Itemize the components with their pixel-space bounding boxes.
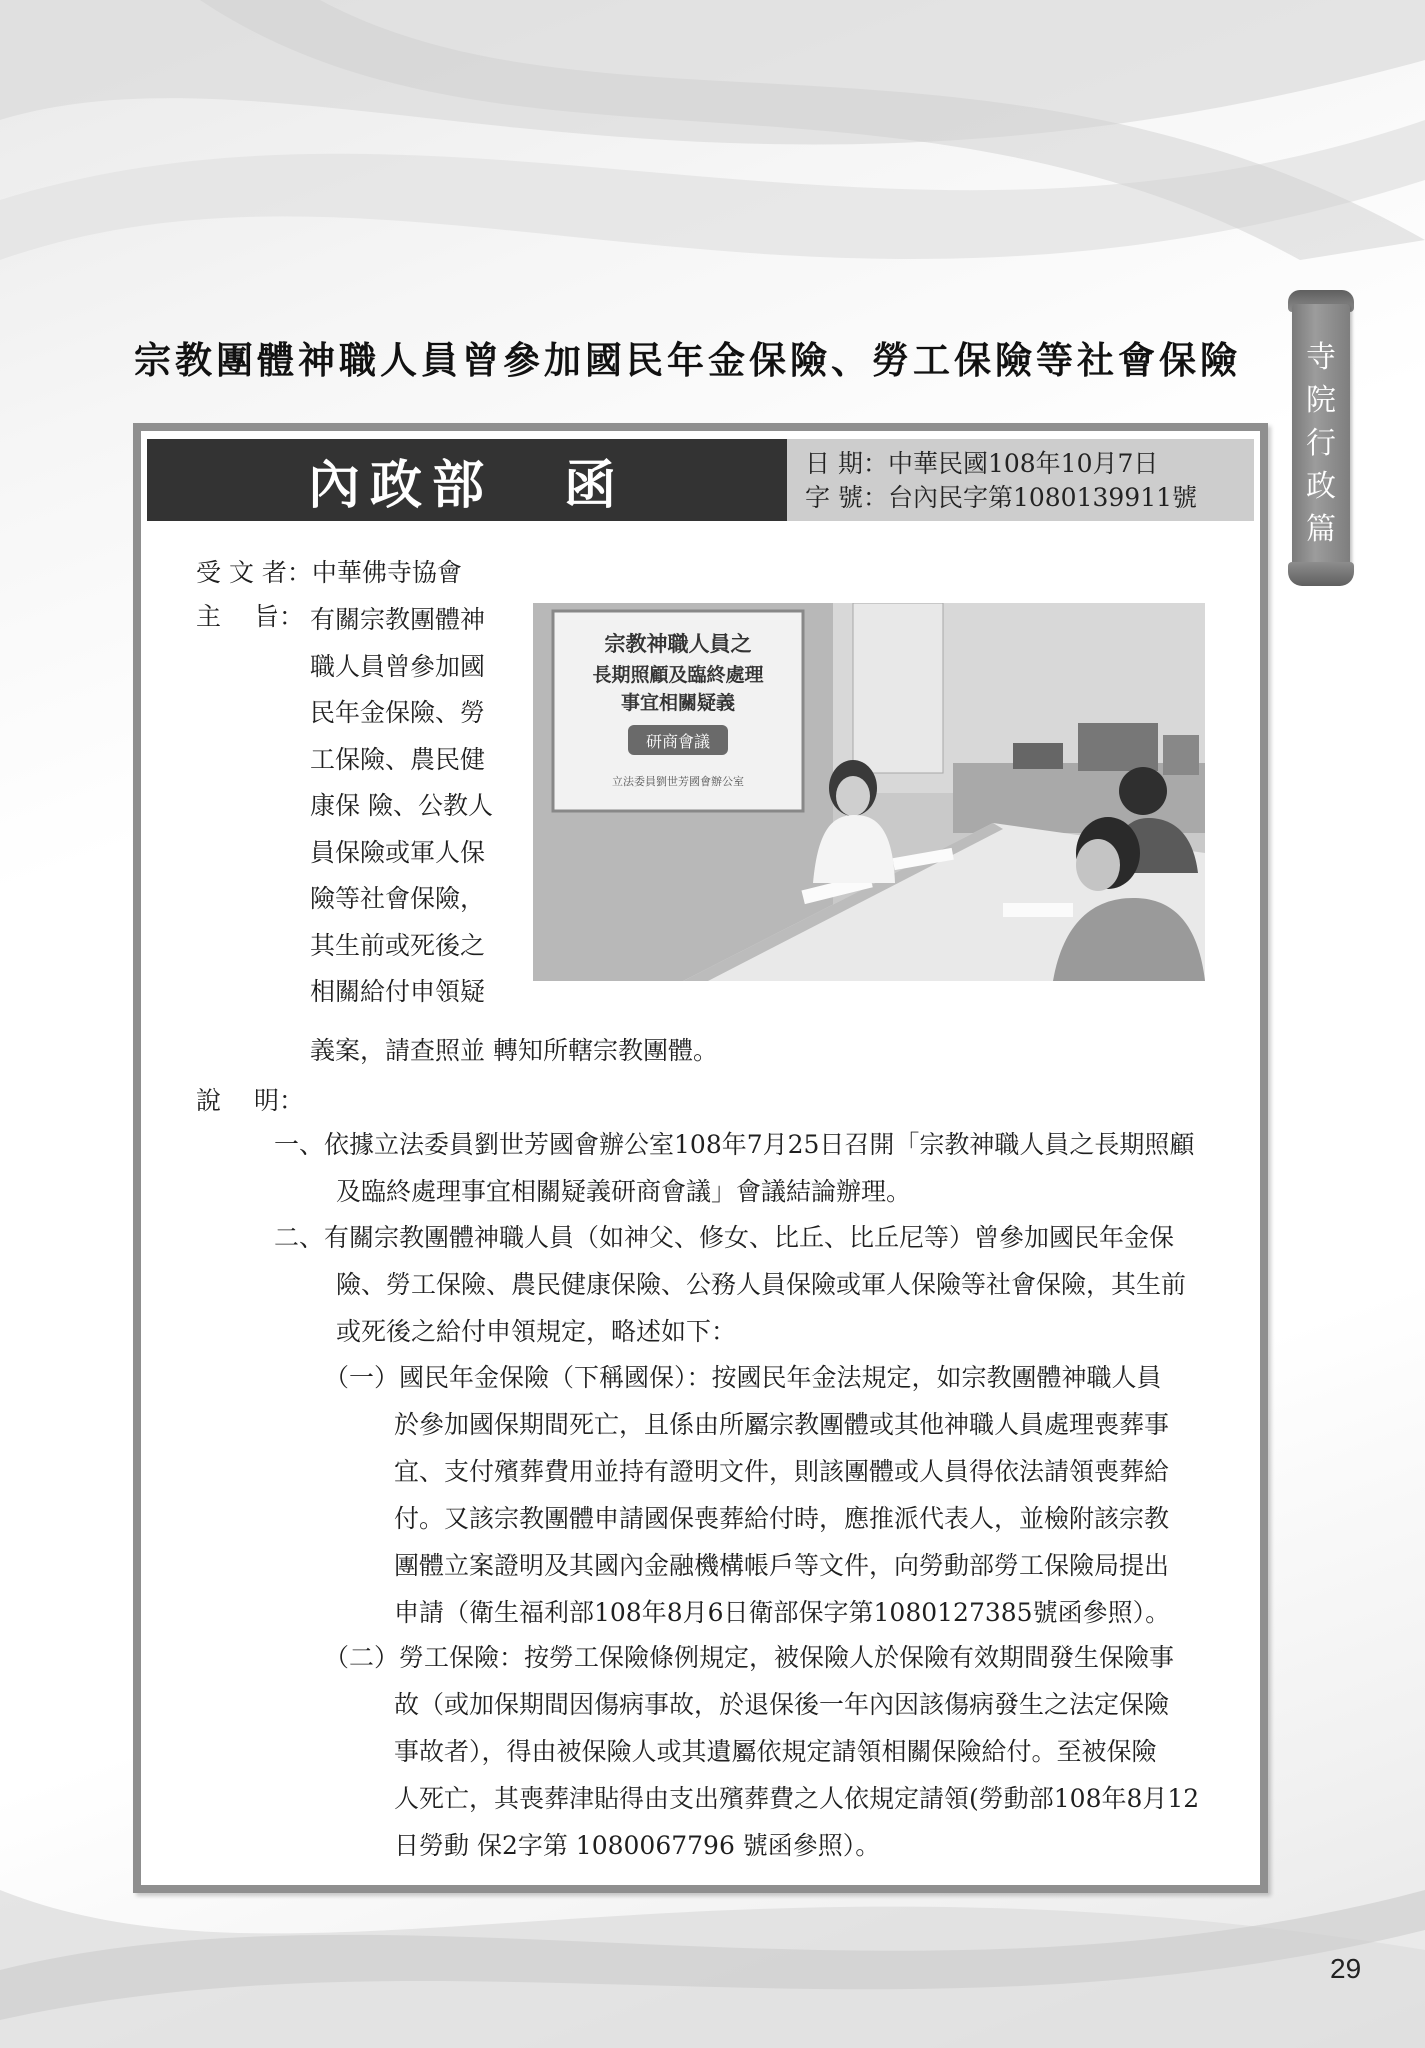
paragraph-line: 申請（衛生福利部108年8月6日衛部保字第1080127385號函參照）。 — [394, 1598, 1171, 1627]
photo-banner-office: 立法委員劉世芳國會辦公室 — [612, 775, 744, 788]
subject-line: 員保險或軍人保 — [310, 837, 486, 867]
subject-line: 相關給付申領疑 — [310, 977, 486, 1006]
subject-line: 職人員曾參加國 — [310, 651, 486, 681]
ribbon-curl-bottom — [1288, 562, 1354, 586]
subject-line: 民年金保險、勞 — [310, 698, 486, 727]
side-tab-char: 政 — [1306, 469, 1336, 504]
subject-lines — [310, 597, 493, 1016]
paragraph-line: 事故者），得由被保險人或其遺屬依規定請領相關保險給付。至被保險 — [394, 1737, 1157, 1766]
reference-row — [805, 481, 1254, 515]
reference-label: 字 號： — [805, 483, 888, 512]
date-value: 中華民國108年10月7日 — [887, 449, 1159, 478]
explanation-subitem-2 — [324, 1634, 1199, 1869]
side-tab-char: 行 — [1306, 426, 1336, 461]
paragraph-line: 於參加國保期間死亡，且係由所屬宗教團體或其他神職人員處理喪葬事 — [394, 1410, 1170, 1439]
reference-value: 台內民字第1080139911號 — [887, 483, 1198, 512]
paragraph-line: 人死亡，其喪葬津貼得由支出殯葬費之人依規定請領(勞動部108年8月12 — [394, 1784, 1200, 1813]
paragraph-line: 付。又該宗教團體申請國保喪葬給付時，應推派代表人，並檢附該宗教 — [394, 1504, 1170, 1533]
paragraph-line: 故（或加保期間因傷病事故，於退保後一年內因該傷病發生之法定保險 — [394, 1690, 1170, 1719]
subject-line: 有關宗教團體神 — [310, 605, 486, 634]
recipient-label: 受 文 者： — [196, 558, 312, 587]
explanation-label: 說 明： — [196, 1086, 304, 1115]
page-headline: 宗教團體神職人員曾參加國民年金保險、勞工保險等社會保險 — [134, 338, 1241, 382]
recipient-row — [196, 553, 462, 589]
photo-banner-tag: 研商會議 — [645, 732, 711, 751]
subject-line: 其生前或死後之 — [310, 930, 486, 960]
letter-title — [147, 439, 787, 521]
paragraph-line: 一、依據立法委員劉世芳國會辦公室108年7月25日召開「宗教神職人員之長期照顧 — [274, 1130, 1195, 1159]
letter-header — [147, 439, 1254, 521]
paragraph-line: 險、勞工保險、農民健康保險、公務人員保險或軍人保險等社會保險，其生前 — [336, 1270, 1187, 1299]
page-number: 29 — [1330, 1953, 1362, 1984]
subject-line: 工保險、農民健 — [310, 744, 486, 774]
subject-label: 主 旨： — [196, 602, 304, 631]
paragraph-line: 團體立案證明及其國內金融機構帳戶等文件，向勞動部勞工保險局提出 — [394, 1551, 1170, 1580]
paragraph-line: 日勞動 保2字第 1080067796 號函參照）。 — [394, 1831, 881, 1860]
side-tab-label — [1292, 336, 1350, 551]
meeting-photo-illustration — [533, 603, 1205, 981]
side-tab-char: 院 — [1306, 383, 1336, 418]
subject-line: 險等社會保險， — [310, 884, 486, 913]
letter-meta — [787, 439, 1254, 521]
photo-banner-line: 宗教神職人員之 — [604, 632, 752, 656]
paragraph-line: （一）國民年金保險（下稱國保）：按國民年金法規定，如宗教團體神職人員 — [324, 1363, 1162, 1392]
official-letter-body — [141, 431, 1260, 1885]
explanation-item-2 — [274, 1214, 1186, 1355]
subject-last-line: 義案，請查照並 轉知所轄宗教團體。 — [310, 1036, 718, 1065]
side-tab-char: 篇 — [1306, 512, 1336, 547]
meeting-photo — [533, 603, 1205, 981]
date-row — [805, 447, 1254, 481]
explanation-item-1 — [274, 1121, 1194, 1215]
paragraph-line: 及臨終處理事宜相關疑義研商會議」會議結論辦理。 — [336, 1177, 912, 1206]
paragraph-line: 二、有關宗教團體神職人員（如神父、修女、比丘、比丘尼等）曾參加國民年金保 — [274, 1223, 1175, 1252]
side-tab-char: 寺 — [1306, 340, 1336, 375]
date-label: 日 期： — [805, 449, 888, 478]
explanation-subitem-1 — [324, 1354, 1170, 1636]
subject-line: 康保 險、公教人 — [310, 791, 493, 820]
paragraph-line: 宜、支付殯葬費用並持有證明文件，則該團體或人員得依法請領喪葬給 — [394, 1457, 1170, 1486]
recipient-value: 中華佛寺協會 — [311, 558, 462, 587]
photo-banner-line: 事宜相關疑義 — [620, 692, 736, 714]
photo-banner-line: 長期照顧及臨終處理 — [592, 664, 764, 686]
paragraph-line: （二）勞工保險：按勞工保險條例規定，被保險人於保險有效期間發生保險事 — [324, 1643, 1175, 1672]
paragraph-line: 或死後之給付申領規定，略述如下： — [336, 1317, 737, 1346]
issuer-name: 內政部 — [307, 454, 494, 516]
document-type: 函 — [564, 454, 627, 516]
section-side-tab — [1292, 290, 1350, 590]
official-letter-panel — [133, 423, 1268, 1893]
